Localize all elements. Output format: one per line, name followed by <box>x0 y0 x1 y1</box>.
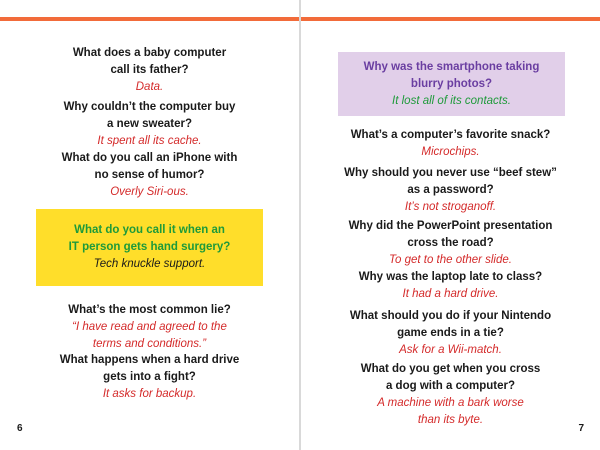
joke-item <box>0 45 299 96</box>
featured-joke-box <box>36 209 263 286</box>
joke-question: What does a baby computer <box>72 47 227 59</box>
joke-question: cross the road? <box>407 237 494 249</box>
joke-question: no sense of humor? <box>94 169 205 181</box>
left-page <box>0 0 299 450</box>
joke-question: as a password? <box>407 184 494 196</box>
joke-question: What do you get when you cross <box>360 363 541 375</box>
joke-question: a dog with a computer? <box>385 380 516 392</box>
featured-joke-box <box>338 52 565 116</box>
joke-answer: A machine with a bark worse <box>377 397 524 409</box>
joke-answer: than its byte. <box>417 414 484 426</box>
joke-question: What’s a computer’s favorite snack? <box>350 129 551 141</box>
joke-item <box>0 99 299 150</box>
joke-question: Why was the laptop late to class? <box>358 271 543 283</box>
joke-question: What should you do if your Nintendo <box>349 310 552 322</box>
joke-answer: Data. <box>135 81 164 93</box>
joke-item <box>301 127 600 161</box>
joke-answer: Ask for a Wii-match. <box>399 344 502 356</box>
joke-question: a new sweater? <box>106 118 192 130</box>
joke-question: Why couldn’t the computer buy <box>63 101 236 113</box>
joke-item <box>0 352 299 403</box>
joke-item <box>301 218 600 269</box>
joke-answer: Overly Siri-ous. <box>110 186 189 198</box>
right-page <box>301 0 600 450</box>
featured-question: blurry photos? <box>410 77 493 90</box>
joke-question: Why should you never use “beef stew” <box>344 167 557 179</box>
joke-answer: It asks for backup. <box>102 388 197 400</box>
joke-question: What’s the most common lie? <box>68 304 231 316</box>
joke-answer: “I have read and agreed to the <box>72 321 227 333</box>
joke-answer: It had a hard drive. <box>402 288 499 300</box>
accent-bar <box>301 17 600 21</box>
accent-bar <box>0 17 299 21</box>
joke-question: Why did the PowerPoint presentation <box>348 220 553 232</box>
joke-item <box>0 150 299 201</box>
featured-question: What do you call it when an <box>74 224 225 236</box>
featured-answer: Tech knuckle support. <box>93 258 206 270</box>
joke-item <box>301 308 600 359</box>
joke-question: gets into a fight? <box>103 371 196 383</box>
page-number: 6 <box>17 423 23 434</box>
joke-question: call its father? <box>110 64 189 76</box>
joke-answer: It spent all its cache. <box>97 135 202 147</box>
featured-question: Why was the smartphone taking <box>363 60 540 73</box>
joke-question: What do you call an iPhone with <box>61 152 238 164</box>
joke-answer: Microchips. <box>421 146 480 158</box>
joke-question: What happens when a hard drive <box>59 354 240 366</box>
joke-answer: It’s not stroganoff. <box>404 201 497 213</box>
joke-item <box>301 165 600 216</box>
page-number: 7 <box>578 423 584 434</box>
joke-item <box>0 302 299 353</box>
joke-answer: terms and conditions.” <box>92 338 207 350</box>
joke-answer: To get to the other slide. <box>389 254 512 266</box>
joke-item <box>301 361 600 429</box>
featured-answer: It lost all of its contacts. <box>392 94 511 107</box>
joke-item <box>301 269 600 303</box>
featured-question: IT person gets hand surgery? <box>68 241 231 253</box>
joke-question: game ends in a tie? <box>397 327 504 339</box>
